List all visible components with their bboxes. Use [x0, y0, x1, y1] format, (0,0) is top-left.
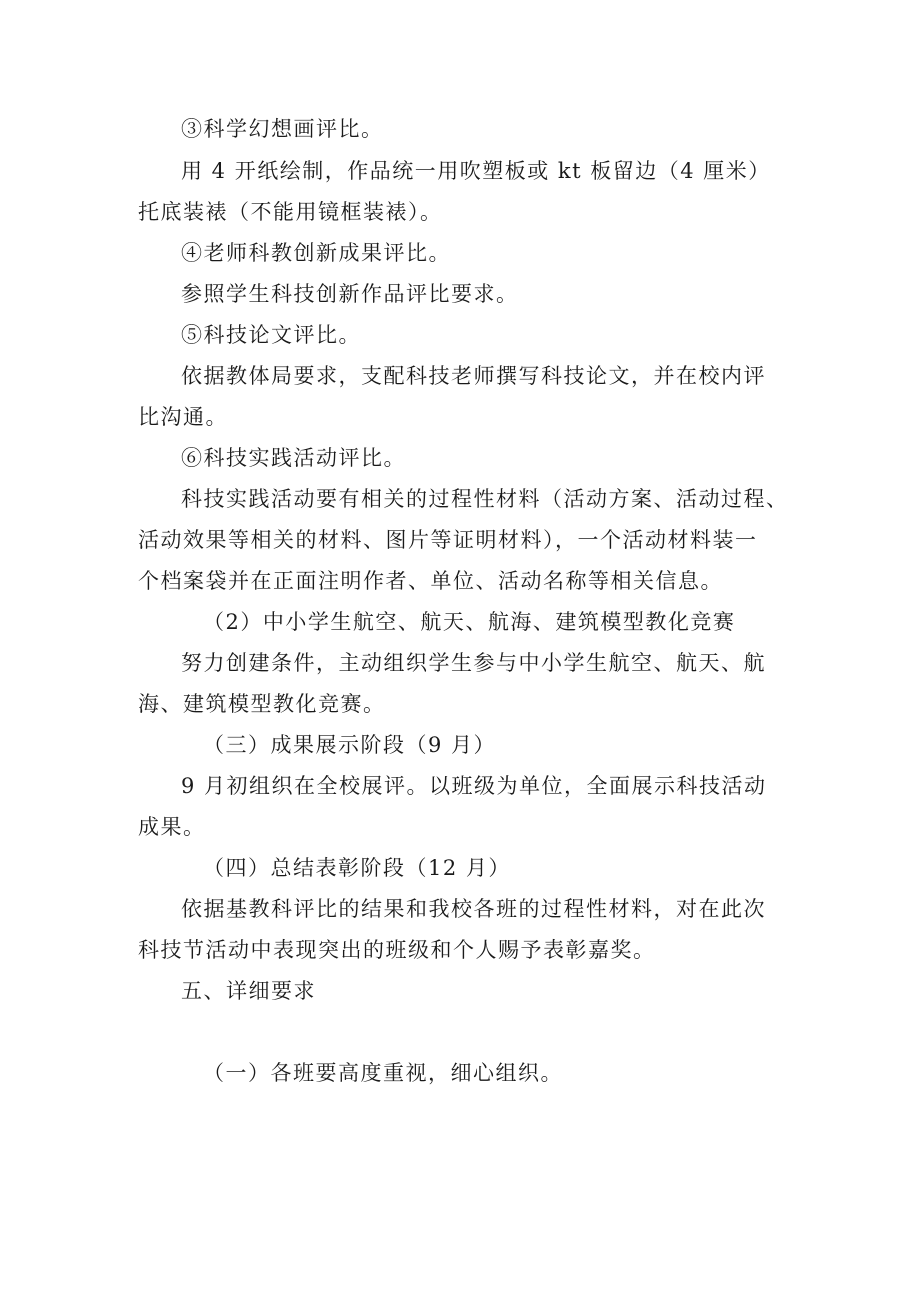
paragraph-line: 依据教体局要求，支配科技老师撰写科技论文，并在校内评 — [181, 364, 766, 388]
heading-summary-stage: （四）总结表彰阶段（12 月） — [203, 856, 511, 880]
paragraph-line: 参照学生科技创新作品评比要求。 — [181, 282, 519, 306]
paragraph-line: 依据基教科评比的结果和我校各班的过程性材料，对在此次 — [181, 897, 766, 921]
subheading-model-competition: （2）中小学生航空、航天、航海、建筑模型教化竞赛 — [203, 610, 736, 634]
paragraph-line: 科技实践活动要有相关的过程性材料（活动方案、活动过程、 — [181, 487, 789, 511]
paragraph-line: 活动效果等相关的材料、图片等证明材料），一个活动材料装一 — [138, 528, 758, 552]
heading-detailed-requirements: 五、详细要求 — [181, 979, 316, 1003]
paragraph-line: 个档案袋并在正面注明作者、单位、活动名称等相关信息。 — [138, 569, 723, 593]
paragraph-line: 托底装裱（不能用镜框装裱）。 — [138, 200, 443, 224]
item-teacher-innovation: ④老师科教创新成果评比。 — [181, 241, 451, 265]
paragraph-line: 努力创建条件，主动组织学生参与中小学生航空、航天、航 — [181, 651, 766, 675]
item-science-paper: ⑤科技论文评比。 — [181, 323, 361, 347]
item-science-fantasy-painting: ③科学幻想画评比。 — [181, 117, 384, 141]
paragraph-line: 9 月初组织在全校展评。以班级为单位，全面展示科技活动 — [181, 774, 767, 798]
heading-class-organization: （一）各班要高度重视，细心组织。 — [203, 1061, 563, 1085]
heading-results-stage: （三）成果展示阶段（9 月） — [203, 733, 497, 757]
paragraph-line: 用 4 开纸绘制，作品统一用吹塑板或 kt 板留边（4 厘米） — [181, 159, 771, 183]
paragraph-line: 科技节活动中表现突出的班级和个人赐予表彰嘉奖。 — [138, 938, 656, 962]
paragraph-line: 成果。 — [138, 815, 206, 839]
paragraph-line: 比沟通。 — [138, 405, 228, 429]
paragraph-line: 海、建筑模型教化竞赛。 — [138, 692, 386, 716]
item-practice-activity: ⑥科技实践活动评比。 — [181, 446, 406, 470]
